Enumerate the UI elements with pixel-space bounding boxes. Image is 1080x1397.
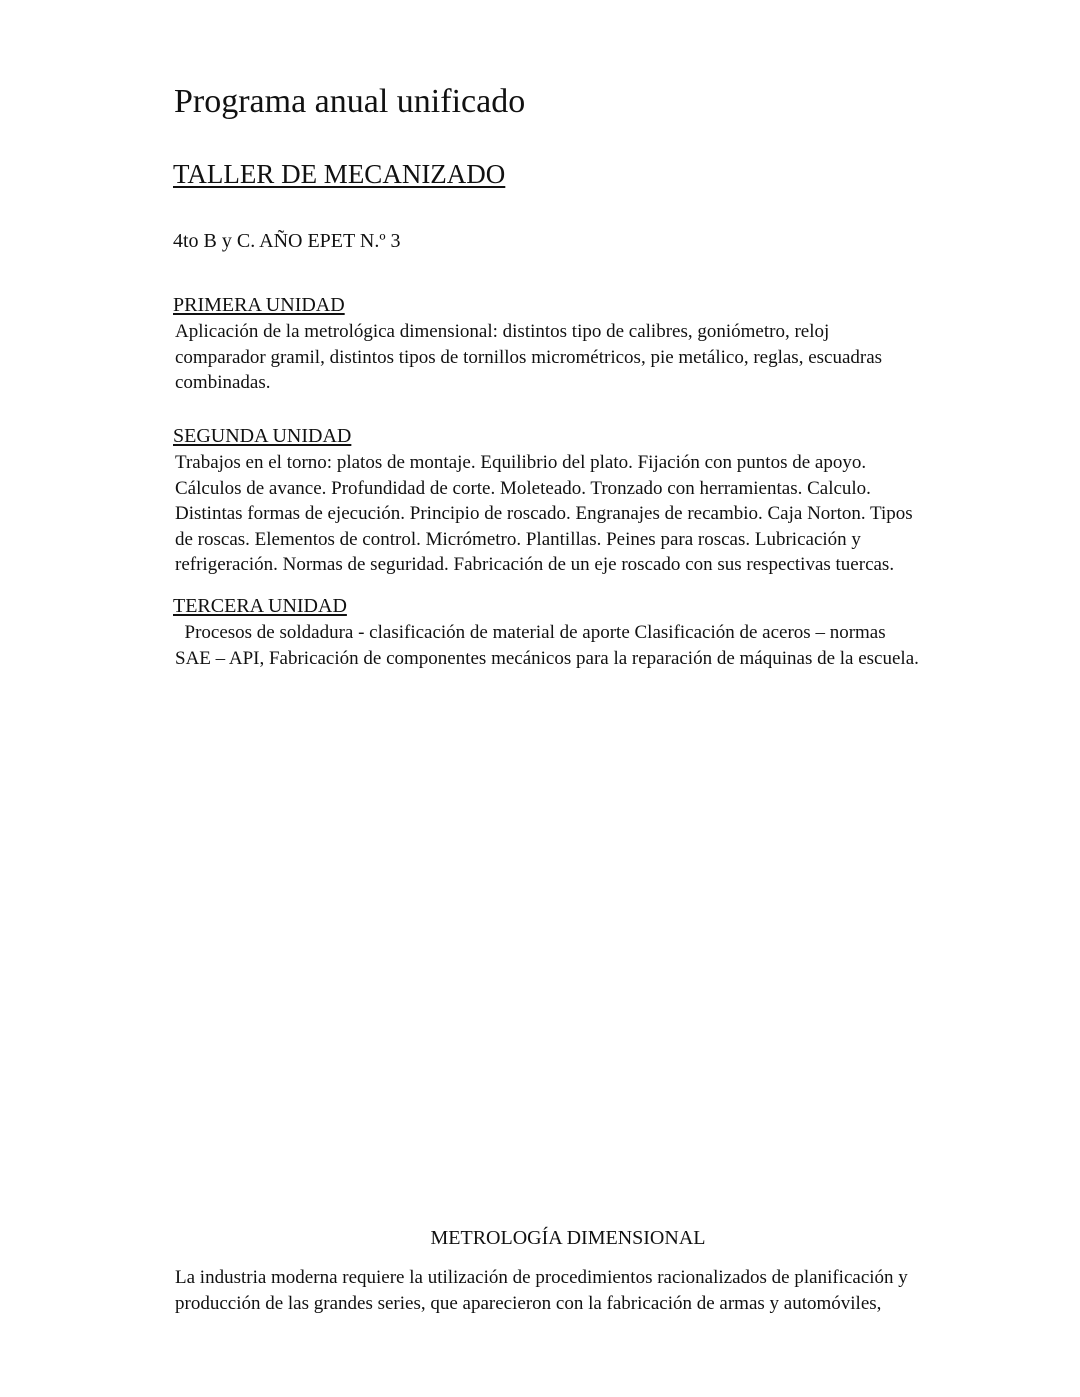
section-body <box>175 1265 985 1316</box>
course-line: 4to B y C. AÑO EPET N.º 3 <box>173 230 401 252</box>
unit-2-line: Distintas formas de ejecución. Principio de roscado. Engranajes de recambio. Caja Norton. Tipos <box>175 503 913 525</box>
unit-2-line: de roscas. Elementos de control. Micrómetro. Plantillas. Peines para roscas. Lubricación y <box>175 528 861 550</box>
unit-1-line: combinadas. <box>175 372 271 394</box>
section-title: METROLOGÍA DIMENSIONAL <box>430 1227 706 1249</box>
section-line: producción de las grandes series, que aparecieron con la fabricación de armas y automóviles, <box>175 1292 882 1314</box>
unit-2-body <box>175 450 985 578</box>
unit-2-heading: SEGUNDA UNIDAD <box>173 425 352 447</box>
document-title: Programa anual unificado <box>174 83 526 120</box>
unit-3-body <box>175 620 985 671</box>
unit-2-line: refrigeración. Normas de seguridad. Fabricación de un eje roscado con sus respectivas tuercas. <box>175 554 895 576</box>
subject-heading: TALLER DE MECANIZADO <box>173 159 506 189</box>
section-line: La industria moderna requiere la utilización de procedimientos racionalizados de planificación y <box>175 1267 908 1288</box>
unit-1-line: Aplicación de la metrológica dimensional: distintos tipo de calibres, goniómetro, reloj <box>175 321 830 342</box>
unit-2-line: Trabajos en el torno: platos de montaje. Equilibrio del plato. Fijación con puntos de apoyo. <box>175 452 867 473</box>
unit-1-line: comparador gramil, distintos tipos de tornillos micrométricos, pie metálico, reglas, escuadras <box>175 346 883 368</box>
unit-2-line: Cálculos de avance. Profundidad de corte. Moleteado. Tronzado con herramientas. Calculo. <box>175 477 871 499</box>
unit-3-heading: TERCERA UNIDAD <box>173 595 347 617</box>
unit-1-body <box>175 319 985 396</box>
unit-1-heading: PRIMERA UNIDAD <box>173 294 345 316</box>
unit-3-line: Procesos de soldadura - clasificación de material de aporte Clasificación de aceros – normas <box>175 622 886 643</box>
unit-3-line: SAE – API, Fabricación de componentes mecánicos para la reparación de máquinas de la escuela. <box>175 647 919 669</box>
